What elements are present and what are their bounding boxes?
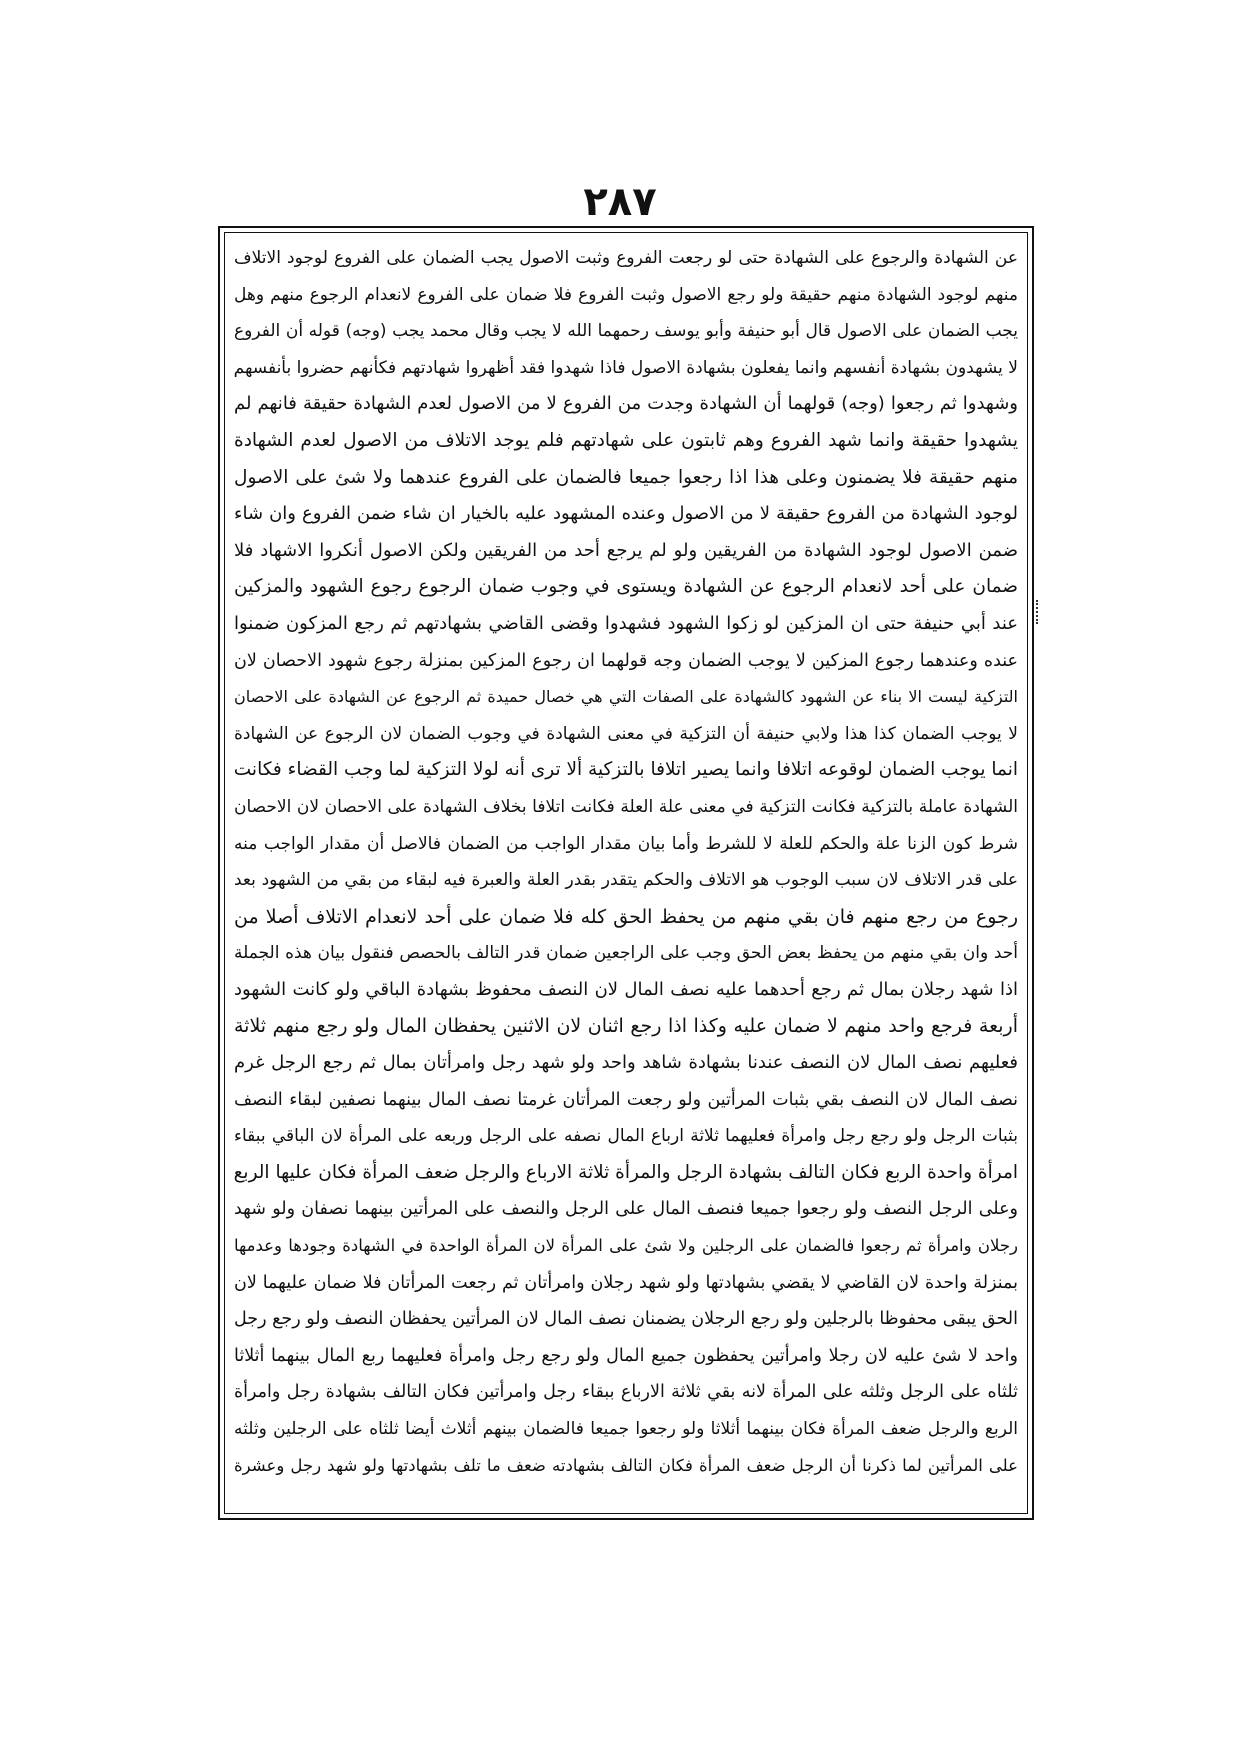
text-line: يجب الضمان على الاصول قال أبو حنيفة وأبو يوسف رحمهما الله لا يجب وقال محمد يجب (وجه) قوله أن الفروع [234,321,1018,342]
text-line: أحد وان بقي منهم من يحفظ بعض الحق وجب على الراجعين ضمان قدر التالف بالحصص فنقول بيان هذه الجملة [234,943,1018,964]
text-line: ثلثاه على الرجل وثلثه على المرأة لانه بقي ثلاثة الارباع ببقاء رجل وامرأتين فكان التالف بشهادة رجل وامرأة [234,1382,1018,1403]
text-line: لا يشهدون بشهادة أنفسهم وانما يفعلون بشهادة الاصول فاذا شهدوا فقد أظهروا شهادتهم فكأنهم حضروا بأنفسهم [234,357,1018,378]
text-line: نصف المال لان النصف بقي بثبات المرأتين ولو رجعت المرأتان غرمتا نصف المال بينهما نصفين لبقاء النصف [234,1089,1018,1110]
text-line: فعليهم نصف المال لان النصف عندنا بشهادة شاهد واحد ولو شهد رجل وامرأتان بمال ثم رجع الرجل غرم [234,1052,1018,1074]
text-line: رجلان وامرأة ثم رجعوا فالضمان على الرجلين ولا شئ على المرأة لان المرأة الواحدة في الشهادة وجودها وعدمها [234,1236,1018,1256]
text-line: واحد لا شئ عليه لان رجلا وامرأتين يحفظون جميع المال ولو رجع رجل وامرأة فعليهما ربع المال بينهما أثلاثا [234,1345,1018,1366]
text-line: شرط كون الزنا علة والحكم للعلة لا للشرط وأما بيان مقدار الواجب من الضمان فالاصل أن مقدار الواجب منه [234,833,1018,854]
text-line: عن الشهادة والرجوع على الشهادة حتى لو رجعت الفروع وثبت الاصول يجب الضمان على الفروع لوجود الاتلاف [234,248,1018,268]
text-line: ضمن الاصول لوجود الشهادة من الفريقين ولو لم يرجع أحد من الفريقين ولكن الاصول أنكروا الاشهاد فلا [234,539,1018,561]
text-line: امرأة واحدة الربع فكان التالف بشهادة الرجل والمرأة ثلاثة الارباع والرجل ضعف المرأة فكان عليها الربع [234,1161,1018,1183]
text-line: منهم حقيقة فلا يضمنون وعلى هذا اذا رجعوا جميعا فالضمان على الفروع عندهما ولا شئ على الاصول [234,466,1018,488]
margin-mark [1036,600,1042,624]
text-line: على المرأتين لما ذكرنا أن الرجل ضعف المرأة فكان التالف بشهادته ضعف ما تلف بشهادتها ولو شهد رجل وعشرة [234,1455,1018,1475]
text-line: منهم لوجود الشهادة منهم حقيقة ولو رجع الاصول وثبت الفروع فلا ضمان على الفروع لانعدام الرجوع منهم وهل [234,284,1018,305]
text-line: عند أبي حنيفة حتى ان المزكين لو زكوا الشهود فشهدوا وقضى القاضي بشهادتهم ثم رجع المزكون ضمنوا [234,612,1018,634]
text-line: يشهدوا حقيقة وانما شهد الفروع وهم ثابتون على شهادتهم فلم يوجد الاتلاف من الاصول لعدم الشهادة [234,429,1018,451]
text-line: انما يوجب الضمان لوقوعه اتلافا وانما يصير اتلافا بالتزكية ألا ترى أنه لولا التزكية لما وجب القضاء فكانت [234,759,1018,781]
body-text [234,240,1018,1484]
text-line: لوجود الشهادة من الفروع حقيقة لا من الاصول وعنده المشهود عليه بالخيار ان شاء ضمن الفروع وان شاء [234,503,1018,525]
text-line: أربعة فرجع واحد منهم لا ضمان عليه وكذا اذا رجع اثنان لان الاثنين يحفظان المال ولو رجع منهم ثلاثة [234,1015,1018,1038]
text-line: التزكية ليست الا بناء عن الشهود كالشهادة على الصفات التي هي خصال حميدة ثم الرجوع عن الشهادة على الاحصان [234,687,1018,707]
text-line: رجوع من رجع منهم فان بقي منهم من يحفظ الحق كله فلا ضمان على أحد لانعدام الاتلاف أصلا من [234,905,1018,928]
text-line: اذا شهد رجلان بمال ثم رجع أحدهما عليه نصف المال لان النصف محفوظ بشهادة الباقي ولو كانت الشهود [234,978,1018,1000]
text-line: ضمان على أحد لانعدام الرجوع عن الشهادة ويستوى في وجوب ضمان الرجوع رجوع الشهود والمزكين [234,576,1018,598]
page-number: ٢٨٧ [583,179,657,225]
text-line: بمنزلة واحدة لان القاضي لا يقضي بشهادتها ولو شهد رجلان وامرأتان ثم رجعت المرأتان فلا ضمان عليهما لان [234,1272,1018,1293]
text-line: لا يوجب الضمان كذا هذا ولابي حنيفة أن التزكية في معنى الشهادة في وجوب الضمان لان الرجوع عن الشهادة [234,723,1018,744]
text-line: بثبات الرجل ولو رجع رجل وامرأة فعليهما ثلاثة ارباع المال نصفه على الرجل وربعه على المرأة لان الباقي ببقاء [234,1126,1018,1147]
text-line: وشهدوا ثم رجعوا (وجه) قولهما أن الشهادة وجدت من الفروع لا من الاصول لعدم الشهادة حقيقة فانهم لم [234,393,1018,415]
text-line: الحق يبقى محفوظا بالرجلين ولو رجع الرجلان يضمنان نصف المال لان المرأتين يحفظان النصف ولو رجع رجل [234,1309,1018,1330]
text-line: الشهادة عاملة بالتزكية فكانت التزكية في معنى علة العلة فكانت اتلافا بخلاف الشهادة على الاحصان لان الاحصان [234,796,1018,817]
text-line: الربع والرجل ضعف المرأة فكان بينهما أثلاثا ولو رجعوا جميعا فالضمان بينهم أثلاث أيضا ثلثاه على الرجلين وثلثه [234,1419,1018,1439]
text-line: وعلى الرجل النصف ولو رجعوا جميعا فنصف المال على الرجل والنصف على المرأتين بينهما نصفان ولو شهد [234,1199,1018,1220]
text-line: على قدر الاتلاف لان سبب الوجوب هو الاتلاف والحكم يتقدر بقدر العلة والعبرة فيه لبقاء من بقي من الشهود بعد [234,870,1018,891]
text-line: عنده وعندهما رجوع المزكين لا يوجب الضمان وجه قولهما ان رجوع المزكين بمنزلة رجوع شهود الاحصان لان [234,650,1018,671]
